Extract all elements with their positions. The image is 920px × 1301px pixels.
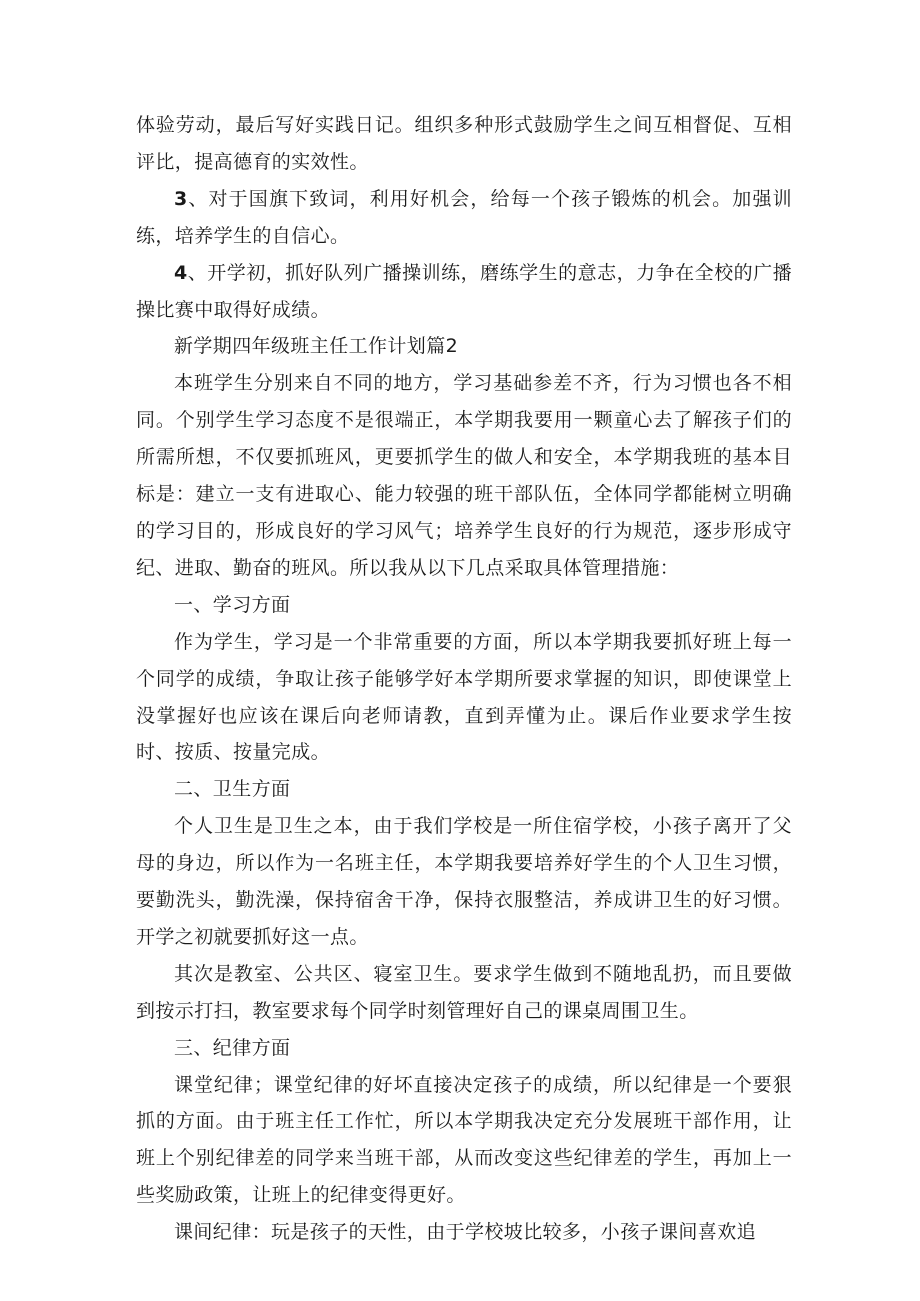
document-body [136,107,792,1251]
item-number: 3 [174,187,188,210]
numbered-item-3 [136,181,792,255]
item-number: 4 [174,261,188,284]
section-heading: 新学期四年级班主任工作计划篇2 [174,335,459,358]
numbered-item-4 [136,255,792,329]
paragraph: 其次是教室、公共区、寝室卫生。要求学生做到不随地乱扔，而且要做到按示打扫，教室要求每个同学时刻管理好自己的课桌周围卫生。 [136,962,792,1022]
paragraph: 课间纪律：玩是孩子的天性，由于学校坡比较多，小孩子课间喜欢追 [174,1221,757,1244]
subheading-discipline: 三、纪律方面 [174,1036,291,1059]
paragraph-continuation: 体验劳动，最后写好实践日记。组织多种形式鼓励学生之间互相督促、互相评比，提高德育的实效性。 [136,114,792,173]
paragraph: 个人卫生是卫生之本，由于我们学校是一所住宿学校，小孩子离开了父母的身边，所以作为一名班主任，本学期我要培养好学生的个人卫生习惯，要勤洗头，勤洗澡，保持宿舍干净，保持衣服整洁，养成讲卫生的好习惯。开学之初就要抓好这一点。 [136,815,792,948]
paragraph: 作为学生，学习是一个非常重要的方面，所以本学期我要抓好班上每一个同学的成绩，争取让孩子能够学好本学期所要求掌握的知识，即使课堂上没掌握好也应该在课后向老师请教，直到弄懂为止。课后作业要求学生按时、按质、按量完成。 [136,630,792,764]
paragraph: 本班学生分别来自不同的地方，学习基础参差不齐，行为习惯也各不相同。个别学生学习态度不是很端正，本学期我要用一颗童心去了解孩子们的所需所想，不仅要抓班风，更要抓学生的做人和安全，本学期我班的基本目标是：建立一支有进取心、能力较强的班干部队伍，全体同学都能树立明确的学习目的，形成良好的学习风气；培养学生良好的行为规范，逐步形成守纪、进取、勤奋的班风。所以我从以下几点采取具体管理措施： [136,372,792,579]
paragraph: 课堂纪律；课堂纪律的好坏直接决定孩子的成绩，所以纪律是一个要狠抓的方面。由于班主任工作忙，所以本学期我决定充分发展班干部作用，让班上个别纪律差的同学来当班干部，从而改变这些纪律差的学生，再加上一些奖励政策，让班上的纪律变得更好。 [136,1073,792,1207]
item-text: 、对于国旗下致词，利用好机会，给每一个孩子锻炼的机会。加强训练，培养学生的自信心。 [136,187,792,247]
item-text: 、开学初，抓好队列广播操训练，磨练学生的意志，力争在全校的广播操比赛中取得好成绩。 [136,261,792,321]
subheading-study: 一、学习方面 [174,593,291,616]
subheading-hygiene: 二、卫生方面 [174,778,291,801]
